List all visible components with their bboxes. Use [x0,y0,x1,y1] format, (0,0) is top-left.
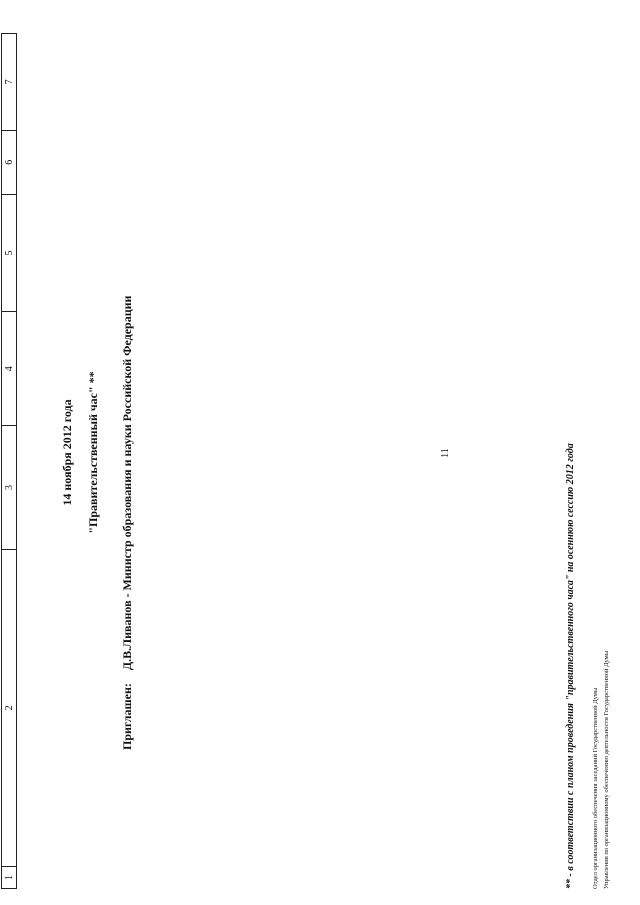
footer-line-1: Отдел организационного обеспечения заседаний Государственной Думы [592,687,599,889]
header-cell-6: 6 [2,130,16,194]
page-number: 11 [440,448,451,458]
header-cell-4: 4 [2,311,16,425]
invited-label: Приглашен: [120,683,134,750]
invited-person: Д.В.Ливанов - Министр образования и науки Российской Федерации [120,295,134,671]
footer-line-2: Управления по организационному обеспечению деятельности Государственной Думы [603,650,610,889]
footnote: ** - в соответствии с планом проведения "правительственного часа" на осеннюю сессию 2012 года [565,443,576,889]
header-table [1,33,17,889]
invited-line [120,296,135,750]
header-cell-2: 2 [2,549,16,866]
session-title: "Правительственный час" ** [86,371,100,534]
header-cell-3: 3 [2,425,16,549]
header-cell-1: 1 [2,866,16,888]
header-cell-7: 7 [3,79,15,85]
header-cell-5: 5 [2,194,16,312]
session-date: 14 ноября 2012 года [60,399,74,506]
